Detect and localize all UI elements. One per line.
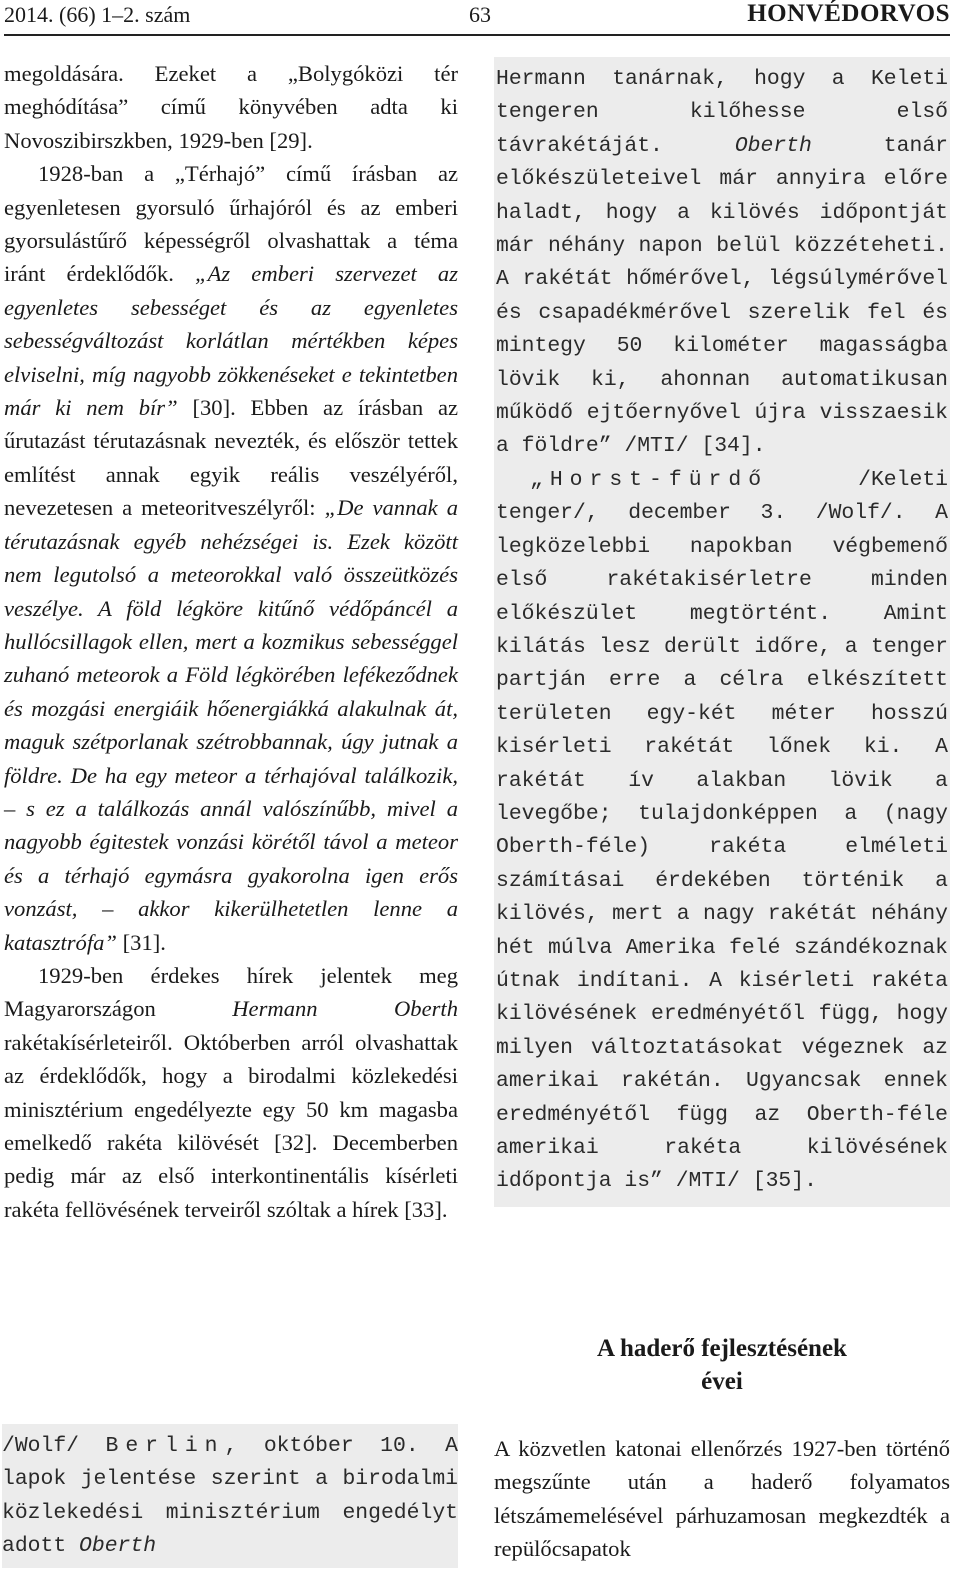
quote-italic-b: „De vannak a térutazásnak egyéb nehézségei is. Ezek között nem legutolsó a meteorokkal való összeütközés veszélye. A föld légköre kitűnő védőpáncél a hullócsillagok ellen, mert a kozmikus sebességgel zuhanó meteorok a Föld légkörében lefékeződnek és mozgási energiáik hőenergiákká alakulnak át, maguk szétporlanak szétrobbannak, úgy jutnak a földre. De ha egy meteor a térhajóval találkozik, – s ez a találkozás annál valószínűbb, mivel a nagyobb égitestek vonzási körétől távol a meteor és a térhajó egymásra gyakorolna igen erős vonzást, – akkor kikerülhetetlen lenne a katasztrófa” — [4, 495, 459, 955]
quote-italic-a: „Az emberi szervezet az egyenletes sebességet és az egyenletes sebességváltozást korlátlan mértékben képes elviselni, míg nagyobb zökkenéseket e tekintetben már ki nem bír” — [4, 261, 458, 421]
section-title — [494, 1332, 950, 1398]
paragraph-3 — [4, 959, 458, 1226]
section-body — [494, 1432, 950, 1566]
page-header — [4, 0, 950, 36]
news-name-italic: Oberth — [79, 1534, 157, 1559]
paragraph-2 — [4, 157, 458, 959]
news-quote-right-p1 — [496, 63, 948, 464]
news-city: Berlin — [105, 1434, 225, 1458]
news-text-p2: /Keleti tenger/, december 3. /Wolf/. A legközelebbi napokban végbemenő első rakétakisérletre minden előkészület megtörtént. Amint kilátás lesz derült időre, a tenger partján erre a célra elkészített területen egy-két méter hosszú kisérleti rakétát lőnek ki. A rakétát ív alakban lövik a levegőbe; tulajdonképpen a (nagy Oberth-féle) rakéta elméleti számításai érdekében történik a kilövés, mert a nagy rakétát néhány hét múlva Amerika felé szándékoznak útnak indítani. A kisérleti rakéta kilövésének eredményétől függ, hogy milyen változtatásokat végeznek az amerikai rakétán. Ugyancsak ennek eredményétől függ az Oberth-féle amerikai rakéta kilövésének időpontja is” /MTI/ [35]. — [496, 467, 948, 1194]
section-paragraph-1: A közvetlen katonai ellenőrzés 1927-ben történő megszűnte után a haderő folyamatos létszámemelésével párhuzamosan megkezdték a repülőcsapatok — [494, 1436, 950, 1562]
news-text-p1-a: Hermann tanárnak, hogy a Keleti tengeren kilőhesse első távrakétáját. — [496, 67, 948, 158]
left-column — [4, 57, 458, 1226]
news-text-p1-b: tanár előkészületeivel már annyira előre haladt, hogy a kilövés időpontját már néhány napon belül közzéteheti. A rakétát hőmérővel, légsúlymérővel és csapadékmérővel szerelik fel és mintegy 50 kilométer magasságba lövik ki, ahonnan automatikusan működő ejtőernyővel újra visszaesik a földre” /MTI/ [34]. — [496, 133, 948, 459]
paragraph-1-text: megoldására. Ezeket a „Bolygóközi tér meghódítása” című könyvében adta ki Novoszibirszkben, 1929-ben [29]. — [4, 61, 458, 153]
news-quote-box-right — [494, 57, 950, 1207]
news-quote-box-left — [2, 1424, 458, 1568]
paragraph-2-text-c: [31]. — [117, 929, 166, 955]
news-quote-right-p2 — [496, 464, 948, 1199]
page-number: 63 — [469, 2, 491, 27]
oberth-name-italic: Hermann Oberth — [232, 996, 458, 1022]
paragraph-2-text-b: [30]. Ebben az írásban az űrutazást térutazásnak nevezték, és először tettek említést annak egyik reális veszélyéről, nevezetesen a meteoritveszélyről: — [4, 395, 459, 521]
news-name-italic: Oberth — [734, 133, 812, 158]
news-city: „Horst-fürdő — [530, 467, 769, 492]
paragraph-1 — [4, 57, 458, 157]
paragraph-3-text-b: rakétakísérleteiről. Októberben arról olvashattak az érdeklődők, hogy a birodalmi közlekedési minisztérium engedélyezte egy 50 km magasba emelkedő rakéta kilövését [32]. Decemberben pedig már az első interkontinentális kísérleti rakéta fellövésének terveiről szóltak a hírek [33]. — [4, 1029, 458, 1222]
paragraph-2-text-a: 1928-ban a „Térhajó” című írásban az egyenletesen gyorsuló űrhajóról és az emberi gyorsulástűrő képességről olvashattak a téma iránt érdeklődők. — [4, 161, 458, 287]
news-quote-left-text — [2, 1430, 458, 1564]
right-column — [494, 57, 950, 1207]
journal-title: HONVÉDORVOS — [747, 0, 950, 27]
news-text: , október 10. A lapok jelentése szerint a birodalmi közlekedési minisztérium engedélyt adott — [2, 1434, 458, 1559]
section-title-line-1: A haderő fejlesztésének — [597, 1335, 847, 1362]
paragraph-3-text-a: 1929-ben érdekes hírek jelentek meg Magyarországon — [4, 962, 458, 1022]
news-agency: /Wolf/ — [2, 1434, 106, 1458]
section-title-line-2: évei — [701, 1368, 743, 1395]
issue-label: 2014. (66) 1–2. szám — [4, 2, 191, 27]
